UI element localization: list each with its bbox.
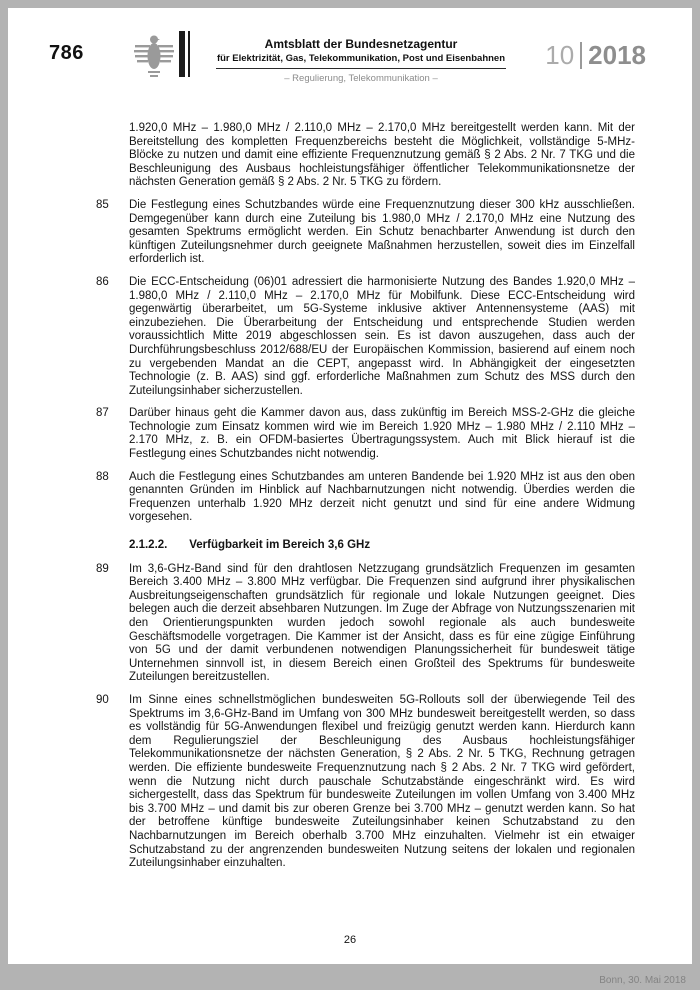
footer-date: Bonn, 30. Mai 2018 [599, 975, 686, 986]
document-body [8, 84, 692, 871]
journal-masthead [216, 30, 506, 84]
journal-section-line: – Regulierung, Telekommunikation – [284, 73, 438, 84]
issue-divider [580, 42, 582, 69]
paragraph [96, 694, 635, 871]
paragraph [96, 199, 635, 267]
paragraph [96, 407, 635, 461]
paragraph-text: 1.920,0 MHz – 1.980,0 MHz / 2.110,0 MHz – 2.170,0 MHz bereitgestellt werden kann. Mit der Bereitstellung des kompletten Frequenzbereichs besteht die Möglichkeit, vollständige 5-MHz-Blöcke zu nutzen und damit eine effiziente Frequenznutzung gemäß § 2 Abs. 2 Nr. 7 TKG und die Beschleunigung des Ausbaus hochleistungsfähiger öffentlicher Telekommunikationsnetze der nächsten Generation gemäß § 2 Abs. 2 Nr. 5 TKG zu fördern. [129, 122, 635, 189]
paragraph [96, 122, 635, 190]
logo-bar-thin [188, 31, 190, 77]
federal-eagle-icon [133, 30, 175, 78]
issue-year: 2018 [588, 40, 646, 70]
logo-bar-thick [179, 31, 185, 77]
section-heading-number: 2.1.2.2. [129, 539, 168, 552]
issue-label [545, 30, 646, 71]
bnetza-logo [133, 30, 190, 78]
paragraph-text: Darüber hinaus geht die Kammer davon aus, dass zukünftig im Bereich MSS-2-GHz die gleiche Technologie zum Einsatz kommen wird wie im Bereich 1.920 MHz – 1.980 MHz / 2.110 MHz – 2.170 MHz, z. B. ein OFDM-basiertes Übertragungssystem. Auch mit Blick hierauf ist die Festlegung eines Schutzbandes nicht notwendig. [129, 407, 635, 461]
journal-page-number: 786 [49, 42, 84, 64]
journal-title: Amtsblatt der Bundesnetzagentur [264, 37, 458, 51]
section-heading-title: Verfügbarkeit im Bereich 3,6 GHz [189, 539, 371, 552]
paragraph-number: 88 [96, 470, 109, 483]
section-heading [129, 539, 635, 553]
paragraph-text: Die ECC-Entscheidung (06)01 adressiert die harmonisierte Nutzung des Bandes 1.920,0 MHz – 1.980,0 MHz / 2.110,0 MHz – 2.170,0 MHz für Mobilfunk. Diese ECC-Entscheidung wird gegenwärtig überarbeitet, um 5G-Systeme inklusive aktiver Antennensysteme (AAS) mit einzubeziehen. Die Überarbeitung der Entscheidung und entsprechende Studien werden voraussichtlich Mitte 2019 abgeschlossen sein. Es ist davon auszugehen, dass auch der Durchführungsbeschluss 2012/688/EU der Europäischen Kommission, basierend auf einem noch zu vergebenden Mandat an die CEPT, angepasst wird. In Abhängigkeit der eingesetzten Technologie (z. B. AAS) sind ggf. erforderliche Maßnahmen zum Schutz des MSS durch den Zuteilungsinhaber sicherzustellen. [129, 275, 635, 397]
logo-bars [179, 31, 190, 77]
paragraph-text: Im Sinne eines schnellstmöglichen bundesweiten 5G-Rollouts soll der überwiegende Teil des Spektrums im 3,6-GHz-Band im Umfang von 300 MHz bundesweit bereitgestellt werden, so dass es vollständig für 5G-Anwendungen flexibel und freizügig genutzt werden kann. Hierdurch kann dem Regulierungsziel der Beschleunigung des Ausbaus hochleistungsfähiger Telekommunikationsnetze der nächsten Generation, § 2 Abs. 2 Nr. 5 TKG, Rechnung getragen werden. Die effiziente bundesweite Frequenznutzung nach § 2 Abs. 2 Nr. 7 TKG wird gefördert, wenn die Nutzung nicht durch pauschale Schutzabstände eingeschränkt wird. Es wird sichergestellt, dass das Spektrum für bundesweite Zuteilungen im vollen Umfang von 3.400 MHz bis 3.700 MHz – und damit bis zur oberen Grenze bei 3.700 MHz – genutzt werden kann. So hat der betroffene künftige bundesweite Zuteilungsinhaber keinen Schutzabstand zu den Nachbarnutzungen im Bereich oberhalb 3.700 MHz einzuhalten. Vielmehr ist ein etwaiger Schutzabstand zu der angrenzenden bundesweiten Nutzung seitens der lokalen und regionalen Zuteilungsinhaber einzuhalten. [129, 693, 635, 870]
footer-page-number: 26 [343, 934, 357, 946]
paragraph-number: 85 [96, 198, 109, 211]
paragraph-number [96, 122, 129, 190]
journal-subtitle: für Elektrizität, Gas, Telekommunikation, Post und Eisenbahnen [216, 53, 506, 69]
paragraph-number: 89 [96, 562, 109, 575]
paragraph [96, 563, 635, 685]
paragraph-text: Auch die Festlegung eines Schutzbandes am unteren Bandende bei 1.920 MHz ist aus den oben genannten Gründen im Hinblick auf Nachbarnutzungen nicht notwendig. Überdies werden die Frequenzen unterhalb 1.920 MHz derzeit nicht genutzt und sind für eine andere Widmung vorgesehen. [129, 470, 635, 524]
paragraph [96, 471, 635, 525]
paragraph-text: Die Festlegung eines Schutzbandes würde eine Frequenznutzung dieser 300 kHz ausschließen. Demgegenüber kann durch eine Zuteilung bis 1.980,0 MHz / 2.170,0 MHz eine Nutzung des gesamten Spektrums ermöglicht werden. Ein Schutz benachbarter Anwendung ist durch den künftigen Zuteilungsnehmer durch geeignete Maßnahmen herzustellen, soweit dies im Einzelfall erforderlich ist. [129, 198, 635, 266]
paragraph-number: 87 [96, 407, 109, 420]
paragraph-number: 86 [96, 275, 109, 288]
issue-number: 10 [545, 40, 575, 70]
document-page [8, 8, 692, 964]
page-header [8, 8, 692, 84]
paragraph [96, 276, 635, 398]
paragraph-number: 90 [96, 693, 109, 706]
paragraph-text: Im 3,6-GHz-Band sind für den drahtlosen Netzzugang grundsätzlich Frequenzen im gesamten Bereich 3.400 MHz – 3.800 MHz verfügbar. Die Frequenzen sind aufgrund ihrer physikalischen Ausbreitungseigenschaften grundsätzlich für regionale und lokale Nutzungen geeignet. Dies belegen auch die derzeit absehbaren Nutzungen. Im Zuge der Abfrage von Nutzungsszenarien mit den Orientierungspunkten wurden jedoch sowohl regionale als auch bundesweite Geschäftsmodelle vorgetragen. Die Kammer ist der Ansicht, dass es für eine zügige Einführung von 5G und der damit verbundenen notwendigen Planungssicherheit für bundesweit tätige Unternehmen sinnvoll ist, in diesem Bereich einen Großteil des Spektrums für bundesweite Zuteilungen bereitzustellen. [129, 562, 635, 684]
